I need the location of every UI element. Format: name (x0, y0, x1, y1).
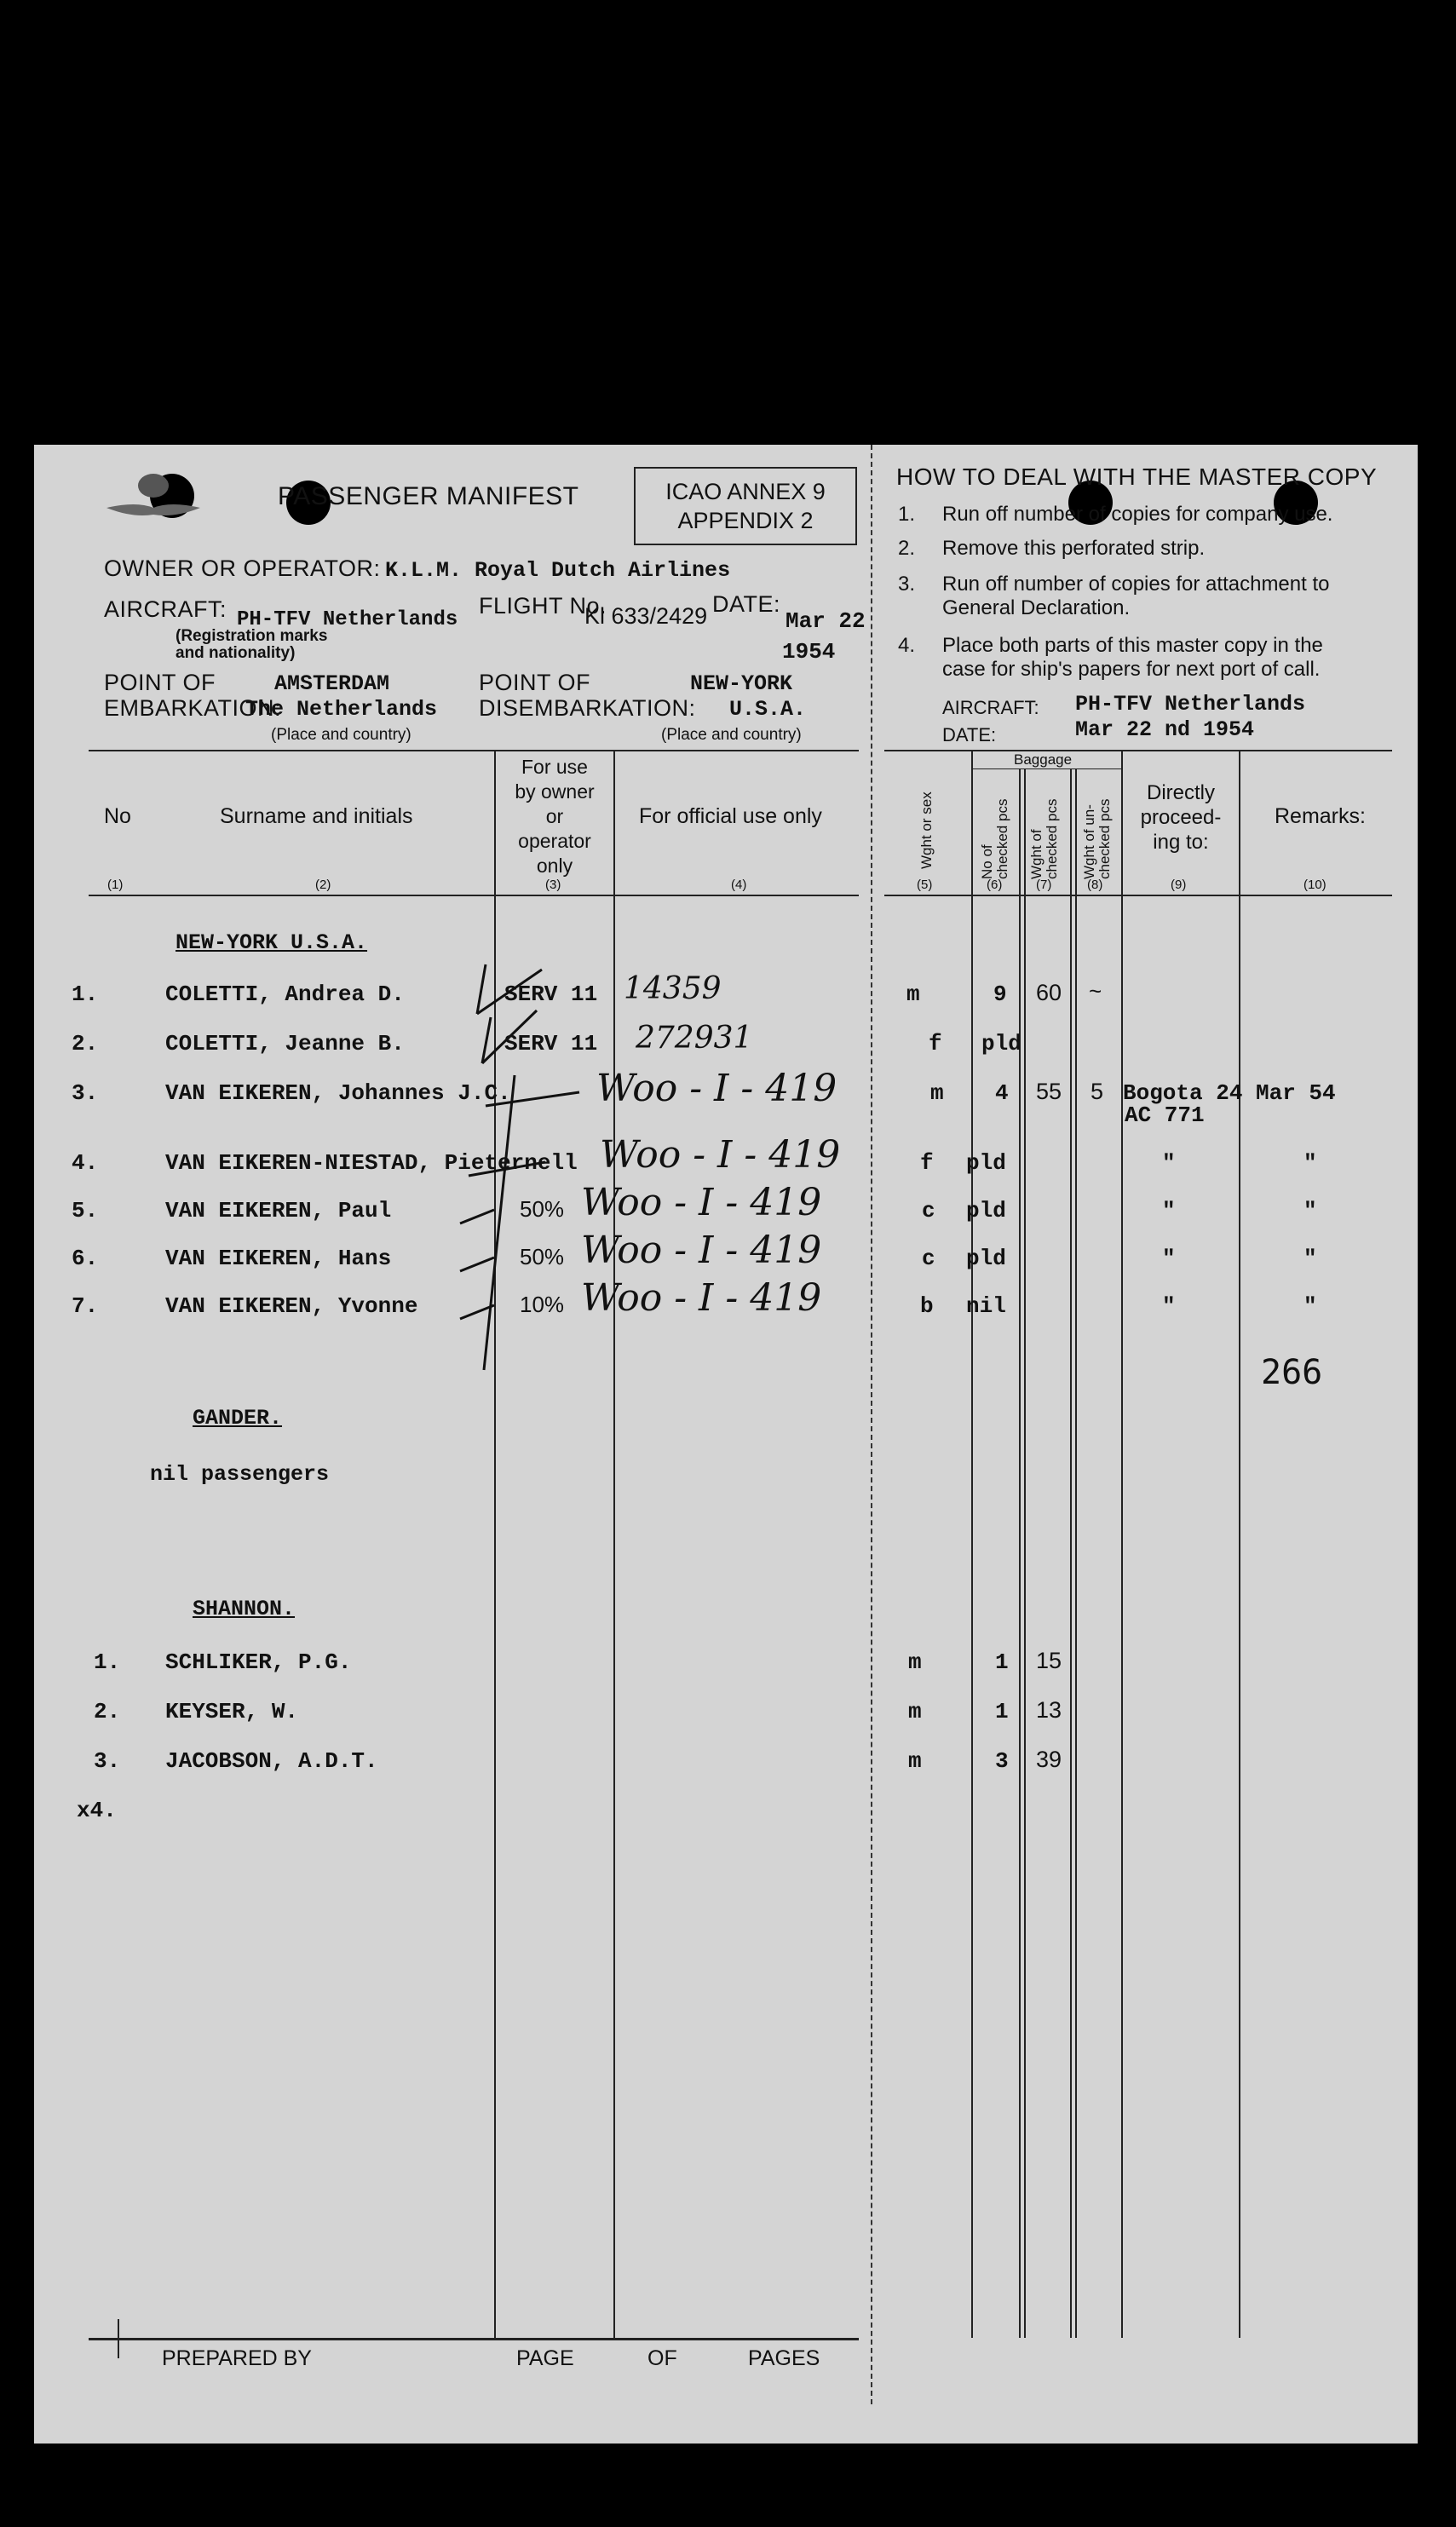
row-sex: m (908, 1748, 922, 1774)
col-remarks: Remarks: (1275, 804, 1366, 828)
row-pcs: 1 (995, 1649, 1009, 1675)
row-destination: " (1162, 1293, 1176, 1319)
row-sex: f (920, 1150, 934, 1176)
row-sex: b (920, 1293, 934, 1319)
row-wght: 60 (1036, 980, 1062, 1005)
col-num: (6) (987, 878, 1003, 892)
row-sex: f (929, 1031, 942, 1056)
instruction-text: Remove this perforated strip. (942, 537, 1206, 560)
col-surname: Surname and initials (220, 804, 413, 828)
row-owner: 50% (520, 1244, 565, 1269)
row-pcs: 4 (995, 1080, 1009, 1106)
row-name: VAN EIKEREN, Johannes J.C. (165, 1080, 511, 1106)
instruction-num: 1. (898, 503, 916, 526)
row-official: Woo - I - 419 (596, 1067, 837, 1110)
instruction-text: case for ship's papers for next port of call. (942, 658, 1321, 681)
row-pcs: pld (981, 1031, 1022, 1056)
date-year: 1954 (782, 639, 836, 665)
footer-prepared-by: PREPARED BY (162, 2346, 312, 2370)
row-no: x4. (77, 1798, 117, 1823)
row-sex: m (906, 981, 920, 1007)
row-owner: 50% (520, 1196, 565, 1222)
row-owner: SERV 11 (504, 981, 598, 1007)
owner-label: OWNER OR OPERATOR: (104, 555, 381, 581)
header-line: checked pcs (1096, 798, 1113, 879)
row-pcs: 3 (995, 1748, 1009, 1774)
poe-city: AMSTERDAM (274, 671, 390, 696)
row-no: 7. (72, 1293, 99, 1319)
row-wght: 15 (1036, 1648, 1062, 1673)
header-line: ing to: (1153, 831, 1209, 854)
row-remarks: " (1303, 1150, 1317, 1176)
row-remarks: " (1303, 1246, 1317, 1271)
row-pcs: pld (966, 1246, 1006, 1271)
row-no: 2. (72, 1031, 99, 1056)
row-destination: " (1162, 1246, 1176, 1271)
header-line: checked pcs (994, 798, 1010, 879)
icao-line: APPENDIX 2 (677, 508, 814, 533)
row-official: 272931 (636, 1021, 753, 1056)
pod-country: U.S.A. (729, 697, 807, 722)
row-name: KEYSER, W. (165, 1699, 299, 1724)
col-divider (118, 2319, 119, 2358)
manifest-page (34, 445, 1418, 2444)
section-heading: SHANNON. (193, 1597, 296, 1621)
poe-label: EMBARKATION: (104, 695, 282, 721)
date-label: DATE: (712, 591, 781, 617)
place-note: (Place and country) (271, 726, 411, 744)
row-pcs: pld (966, 1150, 1006, 1176)
row-destination: AC 771 (1125, 1102, 1205, 1128)
row-official: 14359 (624, 971, 722, 1006)
place-note: (Place and country) (661, 726, 802, 744)
row-no: 1. (94, 1649, 121, 1675)
header-line: Wght of (1028, 829, 1045, 879)
col-num: (7) (1036, 878, 1052, 892)
instruction-num: 2. (898, 537, 916, 560)
row-name: SCHLIKER, P.G. (165, 1649, 352, 1675)
header-line: No of (979, 844, 995, 879)
row-sex: c (922, 1198, 935, 1223)
footer-page: PAGE (516, 2346, 574, 2370)
row-remarks: " (1303, 1198, 1317, 1223)
row-unchk: ~ (1089, 978, 1102, 1004)
col-owner-line: by owner (515, 780, 595, 803)
instruction-text: Place both parts of this master copy in the (942, 634, 1323, 657)
row-pcs: 9 (993, 981, 1007, 1007)
instructions-title: HOW TO DEAL WITH THE MASTER COPY (896, 463, 1378, 490)
footer-pages: PAGES (748, 2346, 820, 2370)
instr-date-label: DATE: (942, 724, 997, 745)
row-official: Woo - I - 419 (581, 1181, 822, 1224)
row-destination: Bogota 24 Mar 54 (1123, 1080, 1336, 1106)
instr-aircraft-value: PH-TFV Netherlands (1075, 692, 1306, 717)
section-heading: NEW-YORK U.S.A. (176, 930, 368, 955)
col-baggage: Baggage (1014, 751, 1073, 768)
col-no: No (104, 804, 131, 828)
row-no: 5. (72, 1198, 99, 1223)
col-num: (3) (545, 878, 561, 892)
section-note: nil passengers (150, 1462, 330, 1487)
rule (89, 2338, 859, 2340)
header-line: checked pcs (1044, 798, 1060, 879)
row-name: COLETTI, Andrea D. (165, 981, 405, 1007)
row-pcs: pld (966, 1198, 1006, 1223)
row-wght: 13 (1036, 1697, 1062, 1723)
instruction-num: 4. (898, 634, 916, 657)
row-pcs: 1 (995, 1699, 1009, 1724)
row-owner: SERV 11 (504, 1031, 598, 1056)
row-wght: 39 (1036, 1747, 1062, 1772)
instruction-num: 3. (898, 573, 916, 596)
col-official: For official use only (639, 804, 822, 828)
row-no: 1. (72, 981, 99, 1007)
date-value: Mar 22 (786, 608, 866, 634)
stamp-number: 266 (1261, 1353, 1323, 1392)
aircraft-value: PH-TFV Netherlands (237, 608, 458, 631)
row-sex: m (908, 1699, 922, 1724)
col-num: (1) (107, 878, 124, 892)
pod-label: DISEMBARKATION: (479, 695, 696, 721)
instr-aircraft-label: AIRCRAFT: (942, 697, 1039, 718)
instruction-text: Run off number of copies for attachment to (942, 573, 1330, 596)
col-num: (8) (1087, 878, 1103, 892)
row-official: Woo - I - 419 (581, 1276, 822, 1320)
aircraft-note: (Registration marks (176, 627, 328, 645)
icao-line: ICAO ANNEX 9 (665, 479, 826, 504)
row-no: 4. (72, 1150, 99, 1176)
row-name: VAN EIKEREN-NIESTAD, Pieternell (165, 1150, 578, 1176)
row-sex: m (908, 1649, 922, 1675)
pod-label: POINT OF (479, 670, 591, 695)
row-wght: 55 (1036, 1079, 1062, 1104)
col-num: (4) (731, 878, 747, 892)
row-official: Woo - I - 419 (581, 1229, 822, 1272)
col-wght-sex: Wght or sex (918, 791, 935, 869)
poe-label: POINT OF (104, 670, 216, 695)
header-line: proceed- (1140, 806, 1222, 829)
pod-city: NEW-YORK (690, 671, 793, 696)
row-name: VAN EIKEREN, Hans (165, 1246, 392, 1271)
header-line: Wght of un- (1081, 804, 1097, 879)
row-no: 3. (94, 1748, 121, 1774)
row-destination: " (1162, 1150, 1176, 1176)
row-unchk: 5 (1091, 1079, 1104, 1104)
instruction-text: Run off number of copies for company use. (942, 503, 1333, 526)
flight-value: Kl 633/2429 (584, 603, 708, 629)
row-remarks: " (1303, 1293, 1317, 1319)
col-num: (2) (315, 878, 331, 892)
col-owner-line: For use (521, 756, 588, 778)
header-line: Directly (1146, 781, 1215, 804)
row-sex: m (930, 1080, 944, 1106)
row-owner: 10% (520, 1292, 565, 1317)
col-owner-line: only (536, 855, 573, 877)
instr-date-value: Mar 22 nd 1954 (1075, 717, 1255, 742)
row-no: 6. (72, 1246, 99, 1271)
col-num: (5) (917, 878, 933, 892)
row-no: 3. (72, 1080, 99, 1106)
row-official: Woo - I - 419 (600, 1133, 841, 1177)
row-name: VAN EIKEREN, Yvonne (165, 1293, 418, 1319)
row-sex: c (922, 1246, 935, 1271)
col-owner-line: or (545, 805, 564, 827)
row-name: JACOBSON, A.D.T. (165, 1748, 378, 1774)
row-no: 2. (94, 1699, 121, 1724)
handwritten-marks (34, 445, 1418, 1467)
owner-value: K.L.M. Royal Dutch Airlines (385, 558, 731, 583)
form-title: PASSENGER MANIFEST (278, 482, 579, 510)
poe-country: The Netherlands (245, 697, 438, 722)
aircraft-label: AIRCRAFT: (104, 596, 227, 622)
row-name: VAN EIKEREN, Paul (165, 1198, 392, 1223)
row-pcs: nil (966, 1293, 1006, 1319)
row-name: COLETTI, Jeanne B. (165, 1031, 405, 1056)
col-num: (9) (1171, 878, 1187, 892)
section-heading: GANDER. (193, 1406, 283, 1430)
footer-of: OF (647, 2346, 677, 2370)
col-owner-line: operator (518, 830, 591, 852)
flight-label: FLIGHT No. (479, 593, 607, 619)
aircraft-note: and nationality) (176, 644, 296, 662)
row-destination: " (1162, 1198, 1176, 1223)
instruction-text: General Declaration. (942, 596, 1131, 619)
col-num: (10) (1303, 878, 1327, 892)
